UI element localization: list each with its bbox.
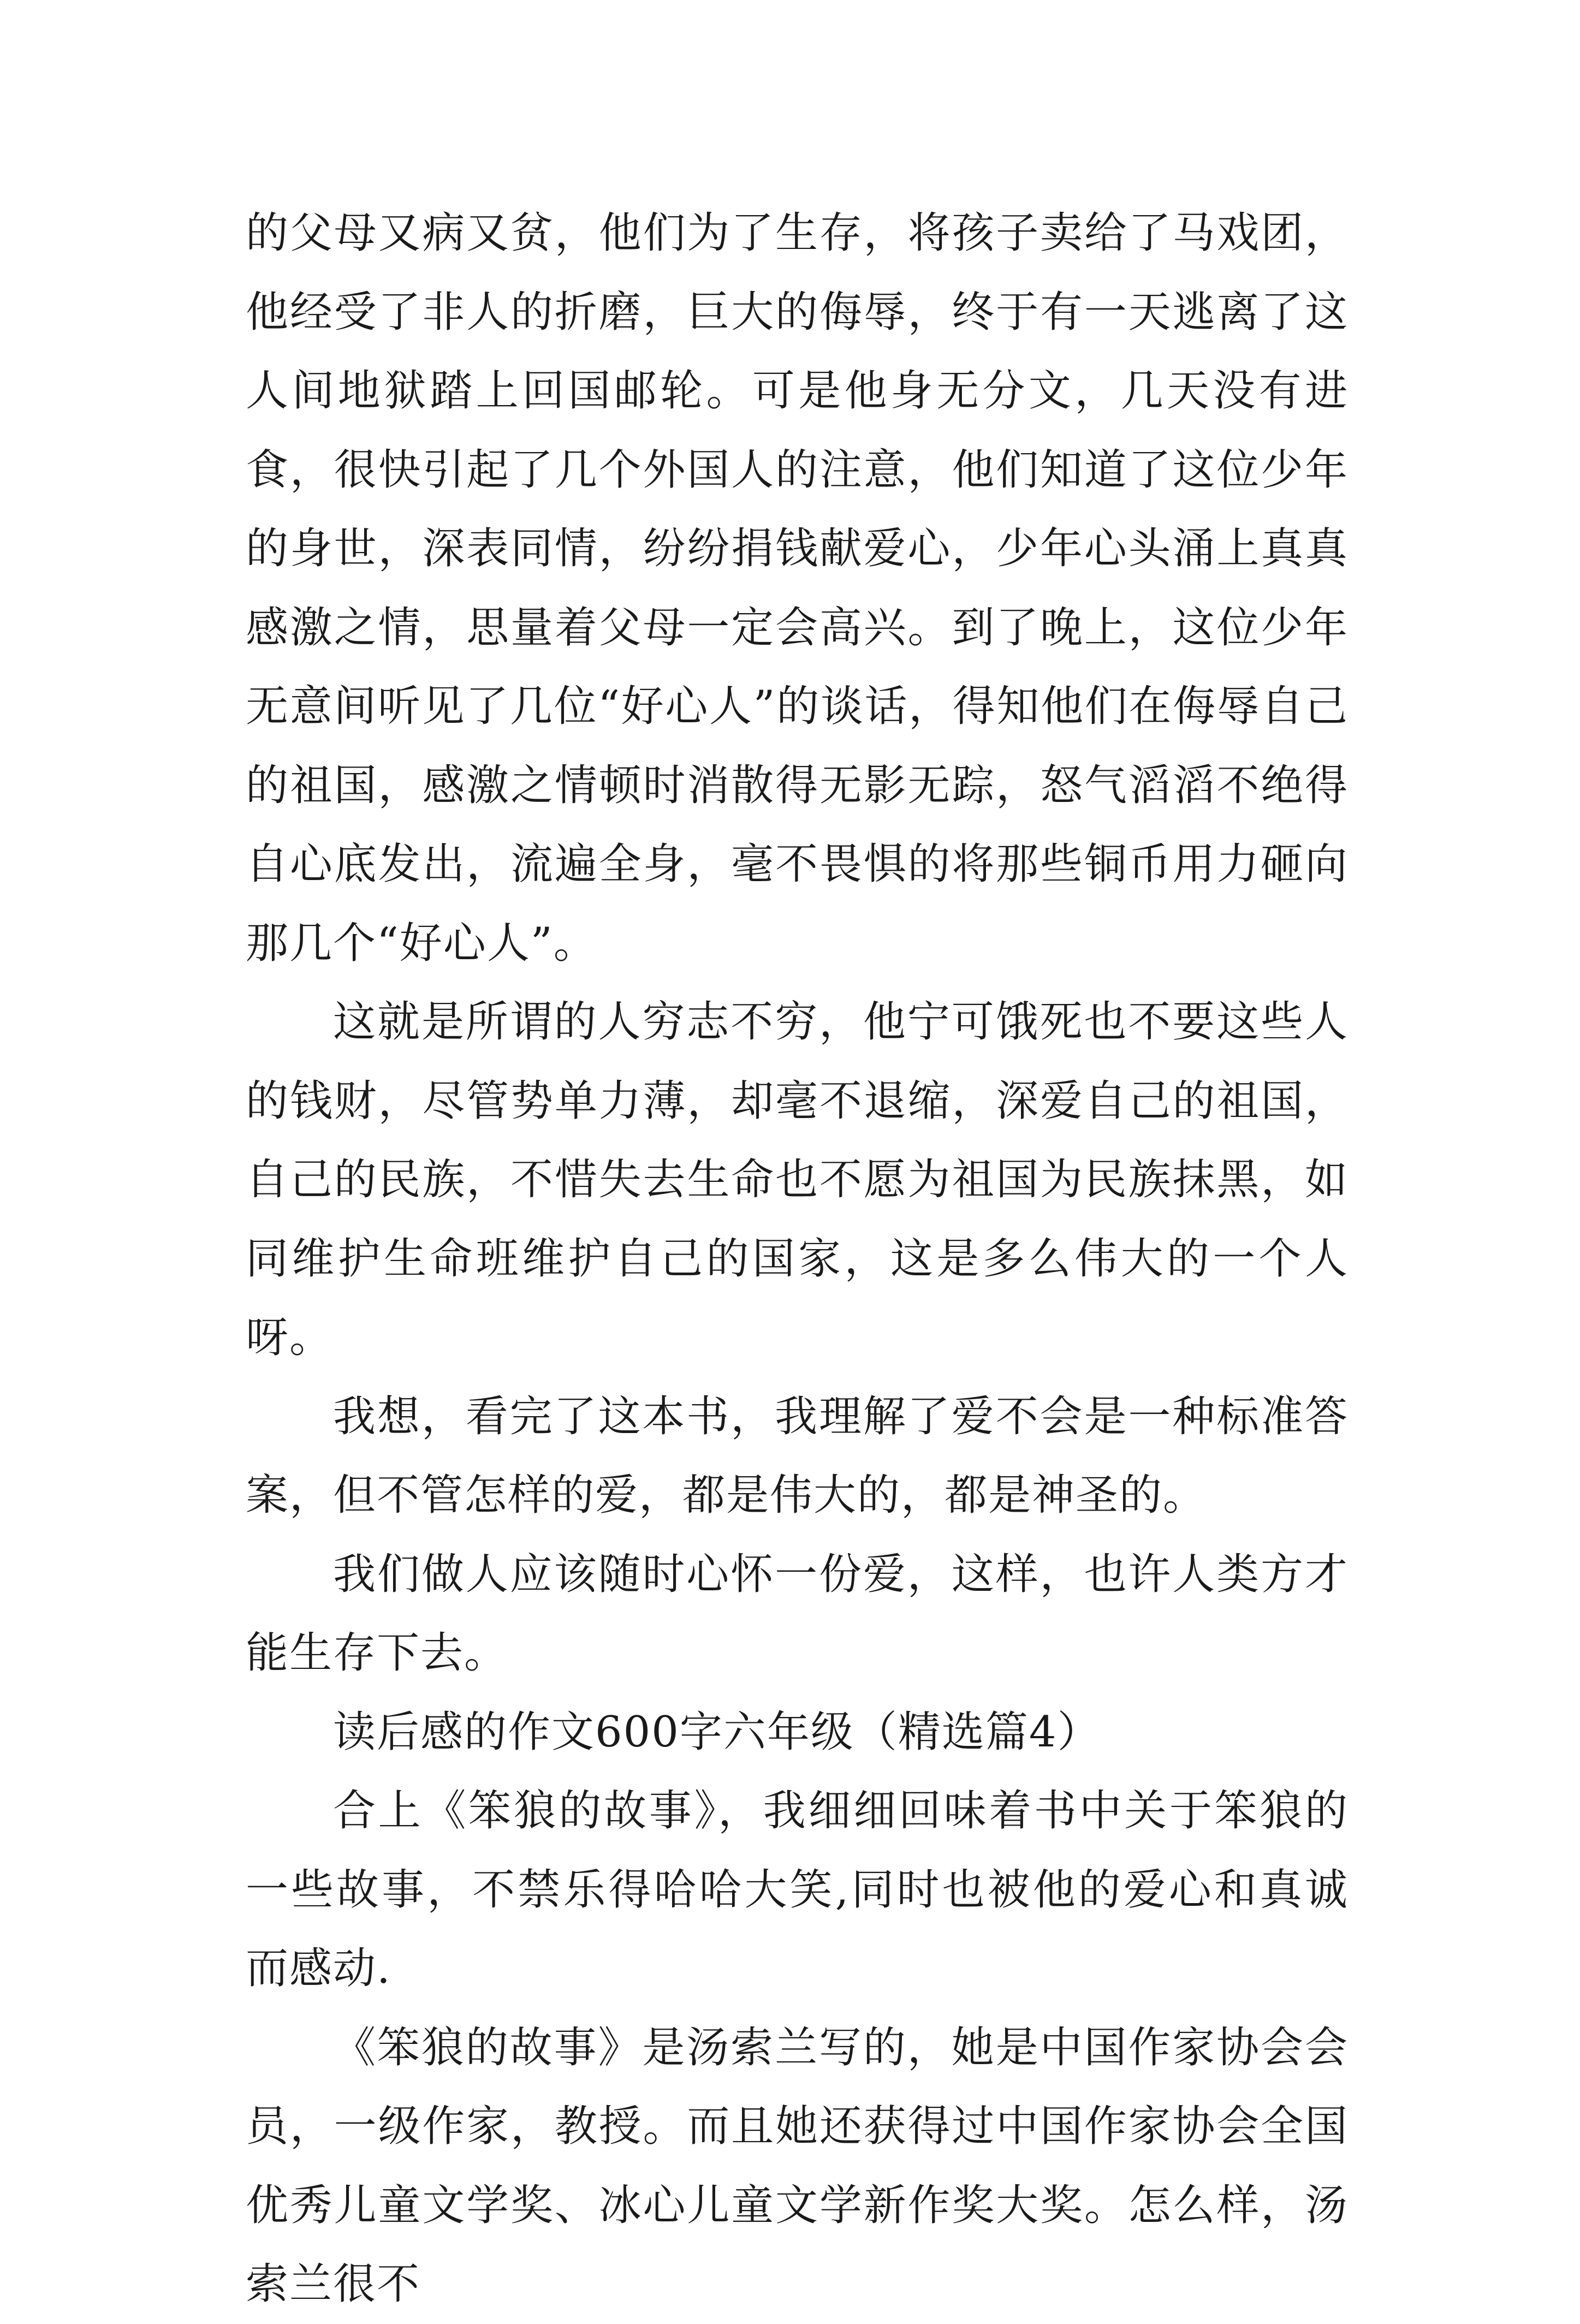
paragraph-5: 合上《笨狼的故事》，我细细回味着书中关于笨狼的一些故事，不禁乐得哈哈大笑,同时也被他的爱心和真诚而感动. [246,1786,1349,1993]
document-body [246,194,1349,2324]
paragraph-2: 这就是所谓的人穷志不穷，他宁可饿死也不要这些人的钱财，尽管势单力薄，却毫不退缩，深爱自己的祖国，自己的民族，不惜失去生命也不愿为祖国为民族抹黑，如同维护生命班维护自己的国家，这是多么伟大的一个人呀。 [246,997,1349,1362]
section-heading: 读后感的作文600字六年级（精选篇4） [333,1707,1101,1757]
paragraph-4: 我们做人应该随时心怀一份爱，这样，也许人类方才能生存下去。 [246,1549,1349,1678]
paragraph-6: 《笨狼的故事》是汤索兰写的，她是中国作家协会会员，一级作家，教授。而且她还获得过中国作家协会全国优秀儿童文学奖、冰心儿童文学新作奖大奖。怎么样，汤索兰很不 [246,2023,1349,2309]
paragraph-3: 我想，看完了这本书，我理解了爱不会是一种标准答案，但不管怎样的爱，都是伟大的，都是神圣的。 [246,1392,1349,1520]
paragraph-1: 的父母又病又贫，他们为了生存，将孩子卖给了马戏团，他经受了非人的折磨，巨大的侮辱，终于有一天逃离了这人间地狱踏上回国邮轮。可是他身无分文，几天没有进食，很快引起了几个外国人的注意，他们知道了这位少年的身世，深表同情，纷纷捐钱献爱心，少年心头涌上真真感激之情，思量着父母一定会高兴。到了晚上，这位少年无意间听见了几位“好心人”的谈话，得知他们在侮辱自己的祖国，感激之情顿时消散得无影无踪，怒气滔滔不绝得自心底发出，流遍全身，毫不畏惧的将那些铜币用力砸向那几个“好心人”。 [246,209,1349,968]
